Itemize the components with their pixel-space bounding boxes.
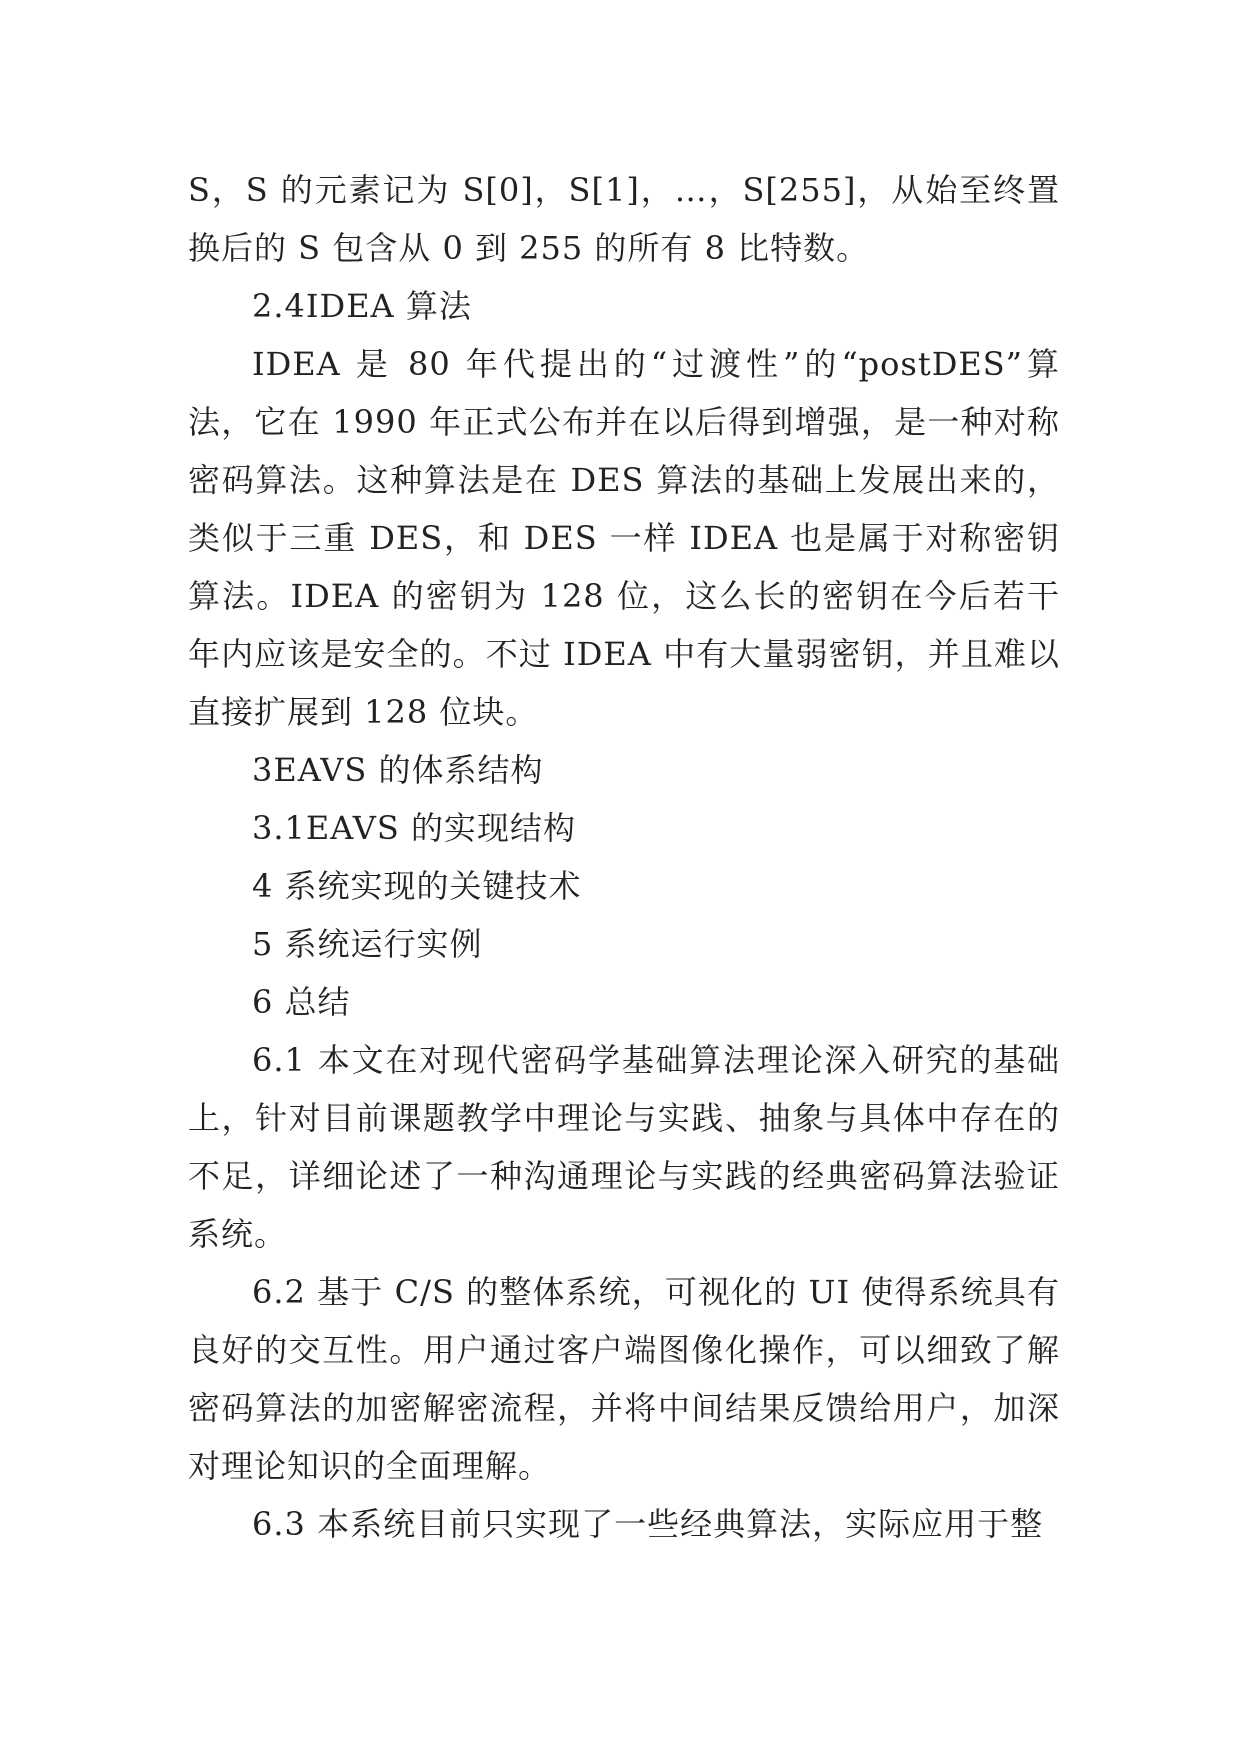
section-heading-2-4: 2.4IDEA 算法	[252, 287, 472, 325]
paragraph-rc4-continuation: S，S 的元素记为 S[0]，S[1]，…，S[255]，从始至终置换后的 S 包含从 0 到 255 的所有 8 比特数。	[188, 171, 1060, 267]
section-heading-3: 3EAVS 的体系结构	[252, 751, 544, 789]
section-heading-4: 4 系统实现的关键技术	[252, 867, 582, 905]
section-heading-6: 6 总结	[252, 983, 351, 1021]
section-heading-3-1: 3.1EAVS 的实现结构	[252, 809, 576, 847]
paragraph-6-2: 6.2 基于 C/S 的整体系统，可视化的 UI 使得系统具有良好的交互性。用户通过客户端图像化操作，可以细致了解密码算法的加密解密流程，并将中间结果反馈给用户，加深对理论知识的全面理解。	[188, 1273, 1060, 1485]
paragraph-6-3: 6.3 本系统目前只实现了一些经典算法，实际应用于整	[252, 1505, 1044, 1543]
paragraph-idea: IDEA 是 80 年代提出的“过渡性”的“postDES”算法，它在 1990 年正式公布并在以后得到增强，是一种对称密码算法。这种算法是在 DES 算法的基础上发展出来的，类似于三重 DES，和 DES 一样 IDEA 也是属于对称密钥算法。IDEA 的密钥为 128 位，这么长的密钥在今后若干年内应该是安全的。不过 IDEA 中有大量弱密钥，并且难以直接扩展到 128 位块。	[188, 345, 1060, 731]
paragraph-6-1: 6.1 本文在对现代密码学基础算法理论深入研究的基础上，针对目前课题教学中理论与实践、抽象与具体中存在的不足，详细论述了一种沟通理论与实践的经典密码算法验证系统。	[188, 1041, 1060, 1253]
document-body	[188, 161, 1060, 1553]
section-heading-5: 5 系统运行实例	[252, 925, 483, 963]
